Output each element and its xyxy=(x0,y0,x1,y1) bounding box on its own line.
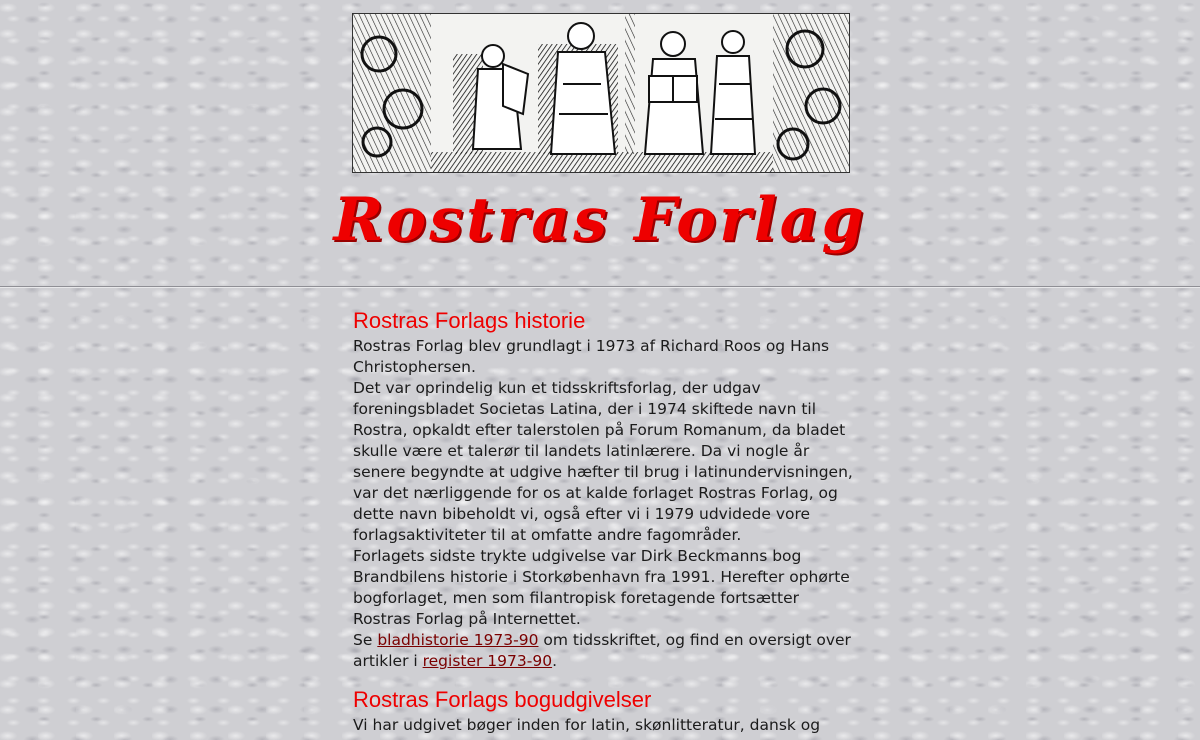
site-title: Rostras Forlag xyxy=(333,185,867,255)
links-text-post: . xyxy=(552,652,558,670)
horizontal-divider xyxy=(0,286,1200,288)
main-content xyxy=(353,306,853,736)
history-paragraph-last-publication: Forlagets sidste trykte udgivelse var Dirk Beckmanns bog Brandbilens historie i Storkøbenhavn fra 1991. Herefter ophørte bogforlaget, men som filantropisk foretagende fortsætter Rostras Forlag på Internettet. xyxy=(353,547,850,628)
register-link[interactable]: register 1973-90 xyxy=(422,652,553,670)
section-heading-history: Rostras Forlags historie xyxy=(353,308,586,333)
engraving-illustration xyxy=(353,14,849,172)
section-spacer xyxy=(353,672,853,685)
history-paragraph-origins: Det var oprindelig kun et tidsskriftsforlag, der udgav foreningsbladet Societas Latina, der i 1974 skiftede navn til Rostra, opkaldt efter talerstolen på Forum Romanum, da bladet skulle være et talerør til landets latinlærere. Da vi nogle år senere begyndte at udgive hæfter til brug i latinundervisningen, var det nærliggende for os at kalde forlaget Rostras Forlag, og dette navn bibeholdt vi, også efter vi i 1979 udvidede vore forlagsaktiviteter til at omfatte andre fagområder. xyxy=(353,379,853,544)
history-paragraph-links xyxy=(353,630,853,672)
history-paragraph-founding: Rostras Forlag blev grundlagt i 1973 af Richard Roos og Hans Christophersen. xyxy=(353,337,830,376)
links-text-pre: Se xyxy=(353,631,378,649)
publications-paragraph: Vi har udgivet bøger inden for latin, skønlitteratur, dansk og xyxy=(353,716,821,734)
bladhistorie-link[interactable]: bladhistorie 1973-90 xyxy=(377,631,539,649)
section-heading-publications: Rostras Forlags bogudgivelser xyxy=(353,687,652,712)
header-engraving-image xyxy=(352,13,850,173)
links-text-mid: om tidsskriftet, og find en oversigt over artikler i xyxy=(353,631,851,670)
